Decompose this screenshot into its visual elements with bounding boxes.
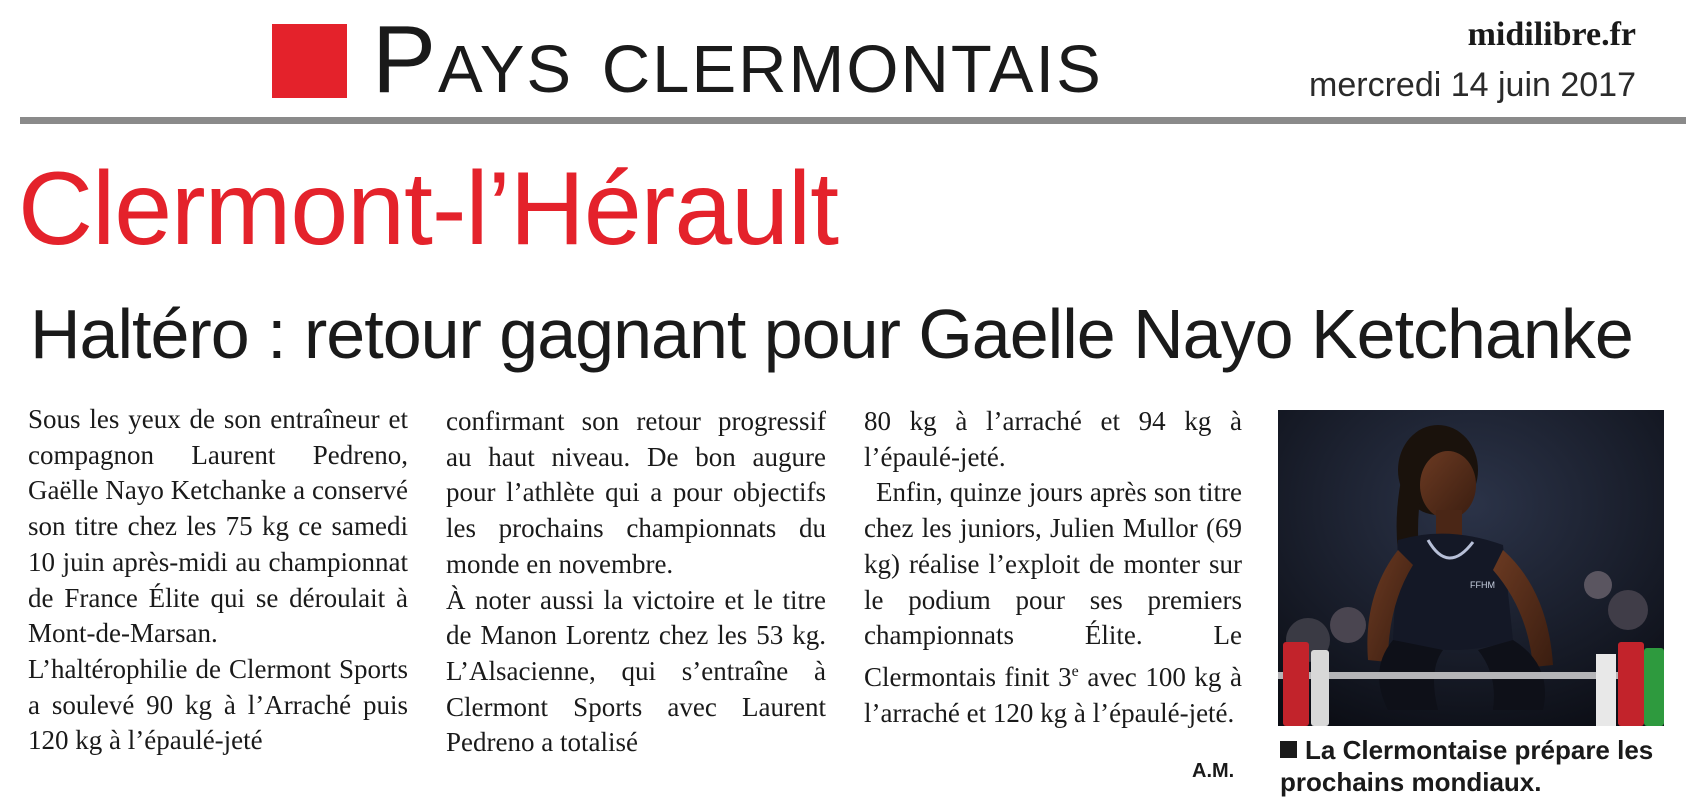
weightlifter-image (1278, 410, 1664, 726)
photo-caption: La Clermontaise prépare les prochains mondiaux. (1280, 735, 1654, 797)
article-column-2 (446, 404, 826, 761)
caption-marker (1280, 741, 1297, 758)
article-column-3 (864, 404, 1242, 731)
article-column-1 (28, 402, 408, 759)
paragraph: À noter aussi la victoire et le titre de Manon Lorentz chez les 53 kg. L’Alsacienne, qui s’entraîne à Clermont Sports avec Laurent Pedreno a totalisé (446, 584, 826, 758)
paragraph: 80 kg à l’arraché et 94 kg à l’épaulé-jeté. (864, 406, 1242, 472)
site-name[interactable]: midilibre.fr (1467, 16, 1636, 53)
header-rule (20, 117, 1686, 124)
headline: Haltéro : retour gagnant pour Gaelle Nayo Ketchanke (30, 295, 1633, 373)
section-title: Pays clermontais (372, 6, 1103, 113)
paragraph: L’haltérophilie de Clermont Sports a soulevé 90 kg à l’Arraché puis 120 kg à l’épaulé-jeté (28, 653, 408, 756)
publication-date: mercredi 14 juin 2017 (1309, 66, 1636, 104)
byline: A.M. (1192, 760, 1235, 782)
paragraph: confirmant son retour progressif au haut niveau. De bon augure pour l’athlète qui a pour objectifs les prochains championnats du monde en novembre. (446, 406, 826, 579)
paragraph: Enfin, quinze jours après son titre chez les juniors, Julien Mullor (69 kg) réalise l’exploit de monter sur le podium pour ses premiers championnats Élite. Le Clermontais finit 3e avec 100 kg à l’arraché et 120 kg à l’épaulé-jeté. (864, 477, 1242, 728)
section-marker (272, 24, 347, 98)
paragraph: Sous les yeux de son entraîneur et compagnon Laurent Pedreno, Gaëlle Nayo Ketchanke a conservé son titre chez les 75 kg ce samedi 10 juin après-midi au championnat de France Élite qui se déroulait à Mont-de-Marsan. (28, 404, 408, 649)
athlete-photo (1278, 410, 1664, 726)
svg-text:FFHM: FFHM (1470, 580, 1495, 590)
town-title: Clermont-l’Hérault (18, 151, 838, 267)
